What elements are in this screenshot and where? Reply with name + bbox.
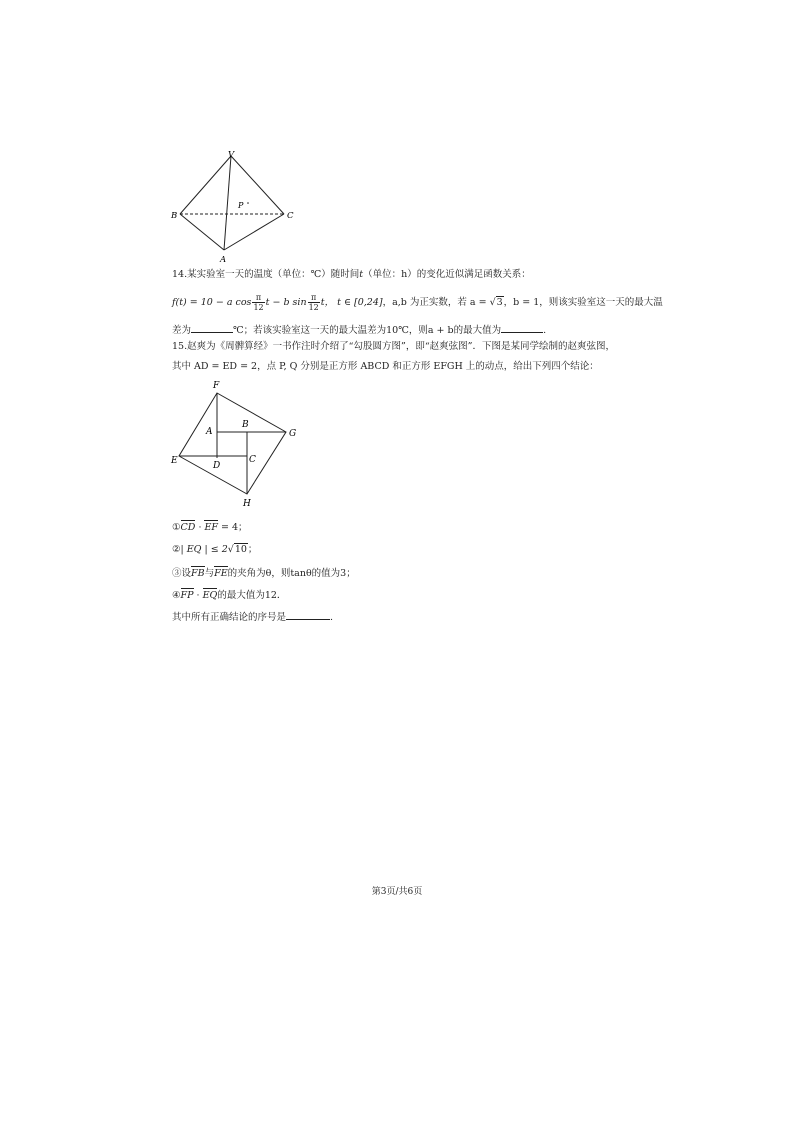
c1-vec-ef: EF bbox=[204, 522, 219, 533]
frac-num: π bbox=[252, 293, 264, 303]
c4-vec-fp: FP bbox=[180, 590, 194, 601]
frac-den: 12 bbox=[308, 303, 319, 312]
label-c: C bbox=[249, 455, 256, 465]
q15-line2-text: 其中 AD = ED = 2，点 P, Q 分别是正方形 ABCD 和正方形 EFGH 上的动点，给出下列四个结论： bbox=[172, 361, 599, 372]
q14-func-mid: t − b sin bbox=[265, 297, 307, 308]
point-p bbox=[247, 202, 249, 204]
label-c: C bbox=[287, 211, 294, 221]
c2-sqrt: 10 bbox=[234, 544, 247, 555]
q14-number: 14. bbox=[172, 269, 188, 280]
q14-domain: t ∈ [0,24] bbox=[337, 297, 383, 308]
q15-blank[interactable] bbox=[286, 609, 330, 620]
label-v: V bbox=[228, 150, 235, 160]
label-d: D bbox=[213, 461, 221, 471]
conclusion-2: ②| EQ | ≤ 2√10； bbox=[172, 544, 258, 555]
label-f: F bbox=[213, 381, 220, 391]
q14-intro: 某实验室一天的温度（单位：℃）随时间 bbox=[187, 269, 360, 280]
label-a: A bbox=[220, 255, 227, 265]
label-b: B bbox=[171, 211, 178, 221]
q14-line3 bbox=[172, 322, 546, 338]
q14-line3-b: ℃；若该实验室这一天的最大温差为10℃，则a + b的最大值为 bbox=[233, 325, 502, 336]
c4-dot: · bbox=[193, 590, 203, 601]
frac-den: 12 bbox=[253, 303, 264, 312]
ask-text: 其中所有正确结论的序号是 bbox=[172, 612, 287, 623]
c1-vec-cd: CD bbox=[180, 522, 196, 533]
ask-end: . bbox=[330, 612, 334, 623]
edge-ca bbox=[224, 214, 284, 250]
q14-blank-2[interactable] bbox=[501, 322, 543, 333]
q15-line2 bbox=[172, 360, 599, 374]
label-p: P bbox=[238, 201, 244, 210]
figure-quadrilateral bbox=[168, 148, 308, 266]
edge-ba bbox=[180, 214, 224, 250]
c4-rest: 的最大值为12． bbox=[217, 590, 287, 601]
c1-mark: ① bbox=[172, 522, 181, 533]
q14-func-end: t， bbox=[320, 297, 335, 308]
q15-line1 bbox=[172, 340, 615, 354]
c2-mark: ② bbox=[172, 544, 181, 555]
figure-zhao-shuang bbox=[168, 378, 308, 512]
q14-line2: f(t) = 10 − a cos $\frac{\pi}{12}$ t − b sin $\frac{\pi}{12}$ t， t ∈ [0,24]，a,b 为正实数，若 a = √3，b = 1，则该实验室这一天的最大温 bbox=[172, 293, 663, 312]
c2-end: ； bbox=[247, 544, 258, 555]
c2-expr: | EQ | ≤ 2 bbox=[180, 544, 228, 555]
c1-rest: = 4； bbox=[218, 522, 248, 533]
label-g: G bbox=[289, 429, 297, 439]
frac-num: π bbox=[308, 293, 320, 303]
c4-mark: ④ bbox=[172, 590, 181, 601]
square-efgh bbox=[179, 393, 286, 494]
c1-dot: · bbox=[195, 522, 205, 533]
edge-vb bbox=[180, 156, 231, 214]
label-h: H bbox=[243, 499, 251, 509]
q14-line3-end: . bbox=[543, 325, 547, 336]
q14-line1 bbox=[172, 268, 531, 282]
conclusion-3 bbox=[172, 567, 356, 581]
label-e: E bbox=[171, 456, 178, 466]
q14-intro-unit: （单位：h）的变化近似满足函数关系： bbox=[363, 269, 531, 280]
label-a: A bbox=[206, 427, 213, 437]
c3-mark: ③设 bbox=[172, 568, 192, 579]
q14-frac-1 bbox=[252, 293, 264, 312]
conclusion-1 bbox=[172, 521, 248, 535]
q14-blank-1[interactable] bbox=[191, 322, 233, 333]
q14-cond2: ，b = 1，则该实验室这一天的最大温 bbox=[503, 297, 663, 308]
q14-func-lhs: f(t) = 10 − a cos bbox=[172, 297, 252, 308]
label-b: B bbox=[242, 420, 249, 430]
c4-vec-eq: EQ bbox=[202, 590, 218, 601]
q15-line1-text: 赵爽为《周髀算经》一书作注时介绍了“勾股圆方图”，即“赵爽弦图”．下图是某同学绘制的赵爽弦图， bbox=[187, 341, 616, 352]
c3-mid: 与 bbox=[204, 568, 215, 579]
q14-var-t: t bbox=[359, 269, 364, 280]
c3-vec-fe: FE bbox=[214, 568, 228, 579]
page-footer: 第3页/共6页 bbox=[371, 887, 423, 897]
edge-va bbox=[224, 156, 231, 250]
q14-line3-a: 差为 bbox=[172, 325, 192, 336]
conclusion-4 bbox=[172, 589, 286, 603]
q14-cond1: ，a,b 为正实数，若 a = bbox=[382, 297, 490, 308]
q15-ask bbox=[172, 609, 333, 625]
c3-rest: 的夹角为θ，则tanθ的值为3； bbox=[227, 568, 356, 579]
q14-sqrt: 3 bbox=[496, 297, 503, 308]
q15-number: 15. bbox=[172, 341, 188, 352]
c3-vec-fb: FB bbox=[191, 568, 205, 579]
q14-frac-2 bbox=[308, 293, 320, 312]
